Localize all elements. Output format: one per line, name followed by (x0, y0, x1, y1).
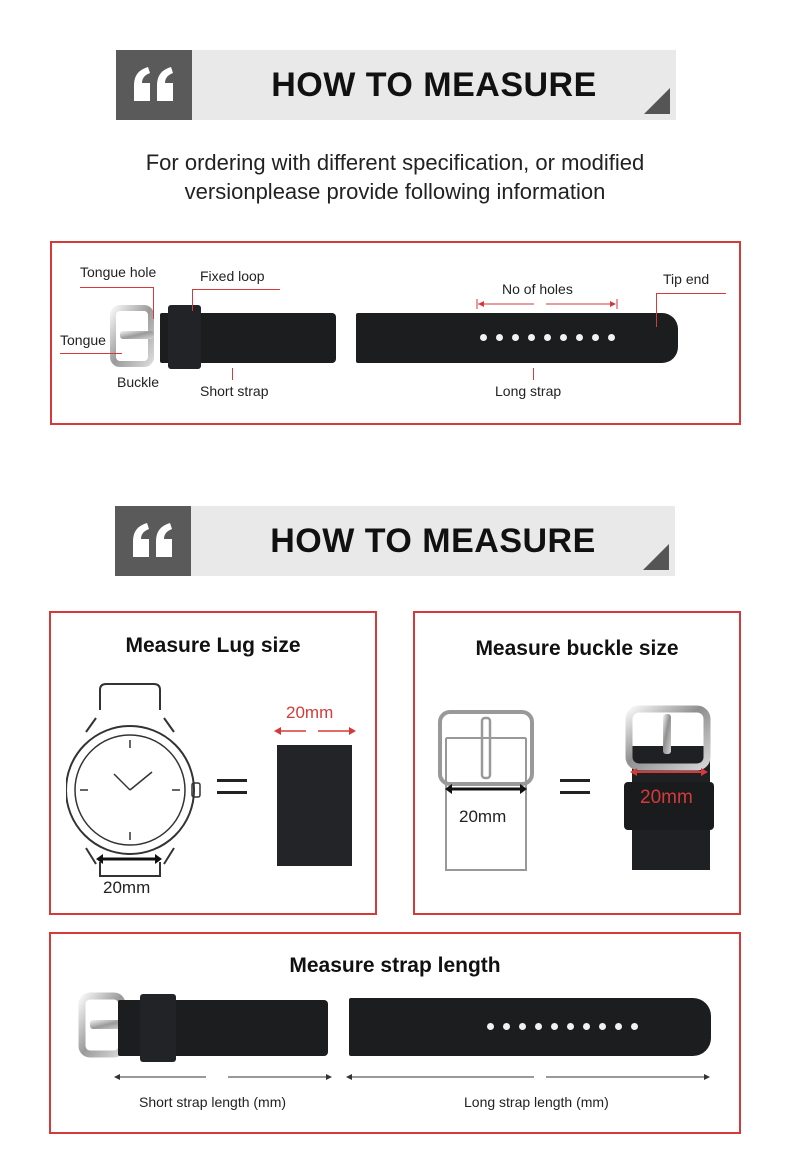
leader-line (192, 289, 193, 311)
strap-hole (544, 334, 551, 341)
buckle-width-arrow (445, 783, 527, 795)
watch-outline-illustration (66, 680, 206, 880)
fixed-loop (140, 994, 176, 1062)
buckle-photo-width-value: 20mm (640, 787, 693, 808)
header-banner-bottom (115, 506, 675, 576)
buckle-illustration (108, 305, 168, 367)
equals-icon (217, 779, 247, 794)
intro-text-line1: For ordering with different specification, or modified (145, 150, 645, 175)
intro-text-line2: versionplease provide following information (184, 179, 606, 204)
short-strap-length-arrow (114, 1072, 332, 1082)
buckle-width-value: 20mm (459, 807, 507, 826)
equals-icon (560, 779, 590, 794)
strap-hole (503, 1023, 510, 1030)
strap-hole (567, 1023, 574, 1030)
leader-line (60, 353, 122, 354)
label-fixed-loop: Fixed loop (200, 268, 265, 284)
strap-end-illustration (277, 745, 352, 866)
buckle-photo-arrow (630, 767, 708, 777)
lug-size-title: Measure Lug size (125, 634, 301, 657)
strap-hole (480, 334, 487, 341)
label-tongue-hole: Tongue hole (80, 264, 157, 280)
leader-line (153, 287, 154, 319)
strap-hole (608, 334, 615, 341)
strap-width-value: 20mm (286, 703, 334, 722)
strap-hole (583, 1023, 590, 1030)
quote-icon (116, 50, 192, 120)
leader-line (656, 293, 726, 294)
leader-line (533, 368, 534, 380)
strap-hole (487, 1023, 494, 1030)
long-strap-length-arrow (346, 1072, 710, 1082)
leader-line (232, 368, 233, 380)
short-strap-length-label: Short strap length (mm) (139, 1094, 287, 1110)
section-title: HOW TO MEASURE (271, 65, 597, 104)
strap-hole (560, 334, 567, 341)
holes-span-arrow (476, 299, 618, 309)
lug-width-arrow (96, 853, 162, 865)
label-tip-end: Tip end (663, 271, 710, 287)
long-strap-length-label: Long strap length (mm) (464, 1094, 609, 1110)
section-title: HOW TO MEASURE (270, 521, 596, 560)
label-buckle: Buckle (117, 374, 160, 390)
strap-hole (551, 1023, 558, 1030)
strap-hole (615, 1023, 622, 1030)
strap-width-arrow (274, 726, 356, 736)
label-long-strap: Long strap (495, 383, 562, 399)
label-tongue: Tongue (60, 332, 106, 348)
strap-hole (592, 334, 599, 341)
strap-hole (576, 334, 583, 341)
leader-line (656, 293, 657, 327)
long-strap (349, 998, 711, 1056)
strap-hole (535, 1023, 542, 1030)
leader-line (80, 287, 154, 288)
lug-width-value: 20mm (103, 878, 151, 897)
quote-icon (115, 506, 191, 576)
strap-hole (496, 334, 503, 341)
label-short-strap: Short strap (200, 383, 269, 399)
strap-hole (599, 1023, 606, 1030)
fixed-loop (168, 305, 201, 369)
corner-triangle-icon (644, 88, 670, 114)
strap-hole (519, 1023, 526, 1030)
corner-triangle-icon (643, 544, 669, 570)
strap-hole (512, 334, 519, 341)
strap-length-title: Measure strap length (289, 954, 501, 977)
leader-line (192, 289, 280, 290)
strap-hole (631, 1023, 638, 1030)
header-banner-top (116, 50, 676, 120)
label-no-of-holes: No of holes (502, 281, 573, 297)
strap-hole (528, 334, 535, 341)
buckle-size-title: Measure buckle size (475, 637, 679, 660)
